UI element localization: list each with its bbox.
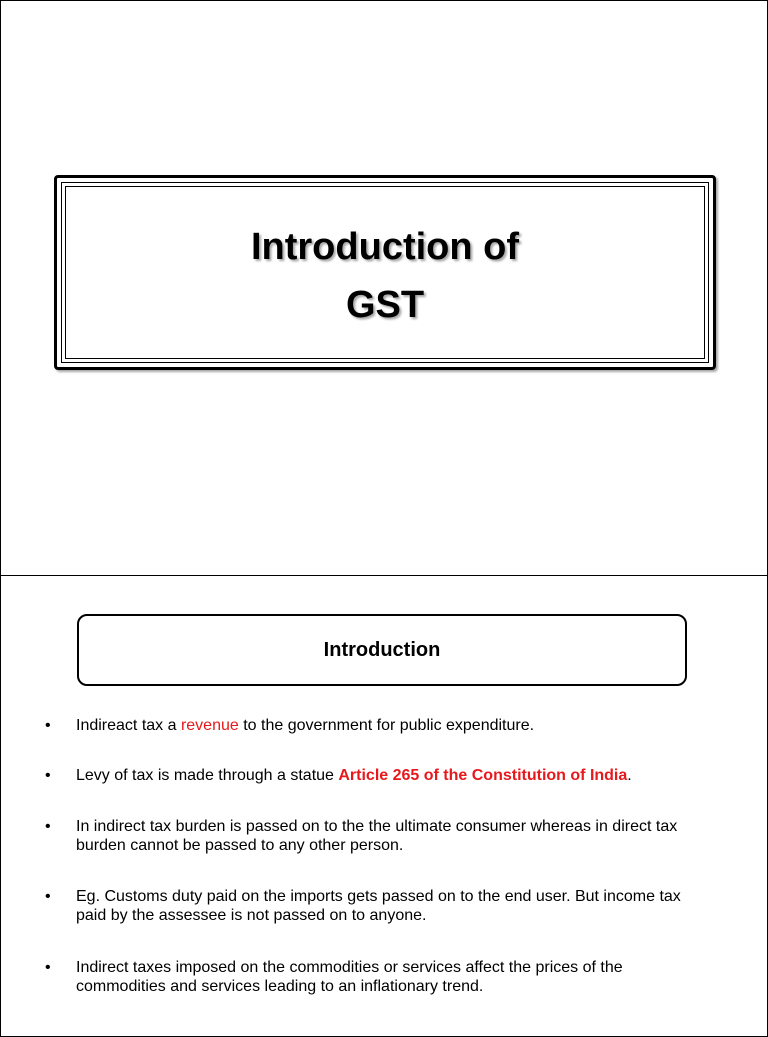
bullet-marker: • <box>45 767 51 784</box>
bullet-text: Eg. Customs duty paid on the imports gets passed on to the end user. But income tax paid by the assessee is not passed on to anyone. <box>76 888 681 924</box>
highlight-text: Article 265 of the Constitution of India <box>338 767 628 784</box>
bullet-text: In indirect tax burden is passed on to the the ultimate consumer whereas in direct tax burden cannot be passed to any other person. <box>76 818 678 854</box>
bullet-marker: • <box>45 959 51 976</box>
heading-box <box>77 614 687 686</box>
title-line-2: GST <box>345 284 425 326</box>
bullet-marker: • <box>45 717 51 734</box>
bullet-marker: • <box>45 888 51 905</box>
highlight-text: revenue <box>180 717 239 734</box>
title-frame <box>54 175 716 370</box>
bullet-text: Indirect taxes imposed on the commodities or services affect the prices of the commodities and services leading to an inflationary trend. <box>76 959 623 995</box>
title-line-1: Introduction of <box>250 226 520 268</box>
slide-introduction <box>0 575 768 1037</box>
slide-title-text <box>57 218 713 334</box>
bullet-text: Indireact tax a revenue to the government for public expenditure. <box>76 717 535 734</box>
bullet-marker: • <box>45 818 51 835</box>
bullet-text: Levy of tax is made through a statue Article 265 of the Constitution of India. <box>76 767 632 784</box>
section-heading: Introduction <box>323 638 441 661</box>
